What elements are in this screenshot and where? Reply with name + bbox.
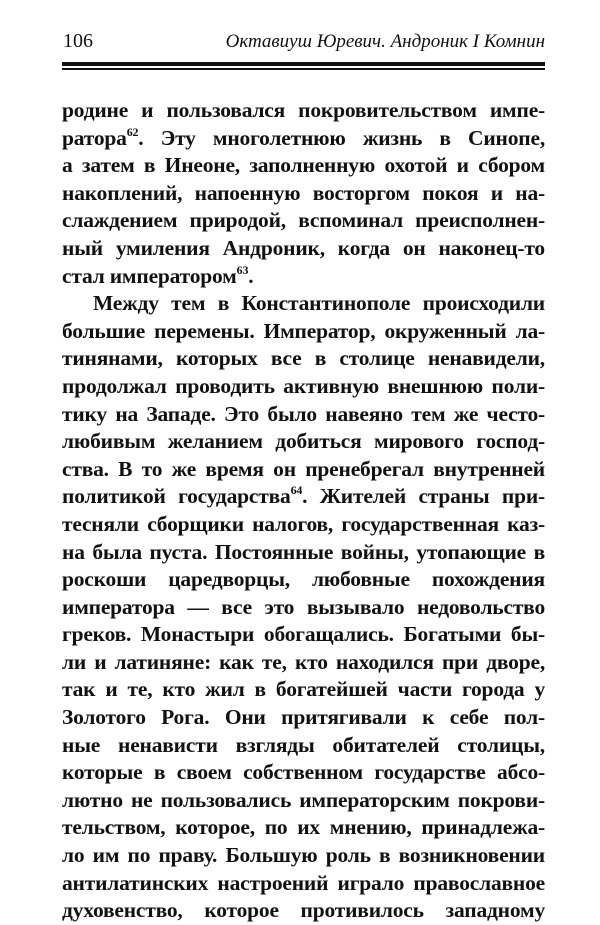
line-text: ный умиления Андроник, когда он наконец-то bbox=[62, 235, 545, 260]
text-line bbox=[62, 97, 545, 125]
header-rule-thick bbox=[62, 62, 545, 66]
line-text: ства. В то же время он пренебрегал внутренней bbox=[62, 456, 545, 481]
text-line bbox=[62, 842, 545, 870]
line-text: ли и латиняне: как те, кто находился при дворе, bbox=[62, 649, 545, 674]
text-line bbox=[62, 511, 545, 539]
text-line bbox=[62, 814, 545, 842]
line-text: тесняли сборщики налогов, государственная каз- bbox=[62, 511, 545, 536]
text-line bbox=[62, 732, 545, 760]
line-text-after: . Эту многолетнюю жизнь в Синопе, bbox=[138, 125, 545, 150]
text-line bbox=[62, 235, 545, 263]
text-line bbox=[62, 483, 545, 511]
line-text: родине и пользовался покровительством импе- bbox=[62, 98, 545, 122]
page-number: 106 bbox=[63, 30, 93, 52]
footnote-ref: 64 bbox=[290, 483, 303, 498]
text-line bbox=[62, 870, 545, 898]
line-text: греков. Монастыри обогащались. Богатыми бы- bbox=[62, 622, 545, 647]
text-line bbox=[62, 428, 545, 456]
line-text-after: . bbox=[248, 263, 254, 288]
footnote-ref: 63 bbox=[236, 262, 249, 277]
text-line bbox=[62, 290, 545, 318]
text-line bbox=[62, 539, 545, 567]
footnote-ref: 62 bbox=[126, 124, 139, 139]
line-text: политикой государства bbox=[62, 484, 291, 509]
line-text: лютно не пользовались императорским покрови- bbox=[62, 787, 545, 812]
text-line bbox=[62, 263, 545, 291]
line-text: стал императором bbox=[62, 263, 237, 288]
line-text: роскоши царедворцы, любовные похождения bbox=[62, 567, 545, 592]
page-body-text bbox=[62, 97, 545, 925]
line-text: а затем в Инеоне, заполненную охотой и сбором bbox=[62, 153, 545, 178]
line-text: которые в своем собственном государстве абсо- bbox=[62, 760, 545, 785]
text-line bbox=[62, 207, 545, 235]
running-header bbox=[63, 30, 545, 56]
text-line bbox=[62, 704, 545, 732]
line-text: Золотого Рога. Они притягивали к себе пол- bbox=[62, 705, 545, 730]
text-line bbox=[62, 401, 545, 429]
header-rule-thin bbox=[62, 68, 545, 70]
text-line bbox=[62, 152, 545, 180]
line-text: накоплений, напоенную восторгом покоя и на- bbox=[62, 180, 545, 205]
line-text: продолжал проводить активную внешнюю поли- bbox=[62, 373, 545, 398]
line-text: слаждением природой, вспоминал преисполнен- bbox=[62, 208, 545, 233]
line-text: Между тем в Константинополе происходили bbox=[93, 291, 545, 316]
text-line bbox=[62, 676, 545, 704]
text-line bbox=[62, 759, 545, 787]
text-line bbox=[62, 125, 545, 153]
running-title: Октавиуш Юревич. Андроник I Комнин bbox=[225, 31, 545, 52]
text-line bbox=[62, 318, 545, 346]
line-text: любивым желанием добиться мирового господ- bbox=[62, 429, 545, 454]
text-line bbox=[62, 649, 545, 677]
text-line bbox=[62, 897, 545, 925]
line-text: ло им по праву. Большую роль в возникновении bbox=[62, 843, 545, 868]
line-text-after: . Жителей страны при- bbox=[302, 484, 545, 509]
line-text: ратора bbox=[62, 125, 127, 150]
line-text: антилатинских настроений играло православное bbox=[62, 870, 545, 895]
line-text: тинянами, которых все в столице ненавидели, bbox=[62, 346, 545, 371]
line-text: так и те, кто жил в богатейшей части города у bbox=[62, 677, 545, 702]
text-line bbox=[62, 787, 545, 815]
line-text: императора — все это вызывало недовольство bbox=[62, 594, 545, 619]
text-line bbox=[62, 621, 545, 649]
line-text: тельством, которое, по их мнению, принадлежа- bbox=[62, 815, 545, 840]
text-line bbox=[62, 345, 545, 373]
text-line bbox=[62, 594, 545, 622]
line-text: тику на Западе. Это было навеяно тем же често- bbox=[62, 401, 545, 426]
text-line bbox=[62, 180, 545, 208]
line-text: большие перемены. Император, окруженный ла- bbox=[62, 318, 545, 343]
line-text: на была пуста. Постоянные войны, утопающие в bbox=[62, 539, 545, 564]
line-text: ные ненависти взгляды обитателей столицы, bbox=[62, 732, 545, 757]
text-line bbox=[62, 456, 545, 484]
line-text: духовенство, которое противилось западному bbox=[62, 898, 545, 923]
text-line bbox=[62, 566, 545, 594]
text-line bbox=[62, 373, 545, 401]
